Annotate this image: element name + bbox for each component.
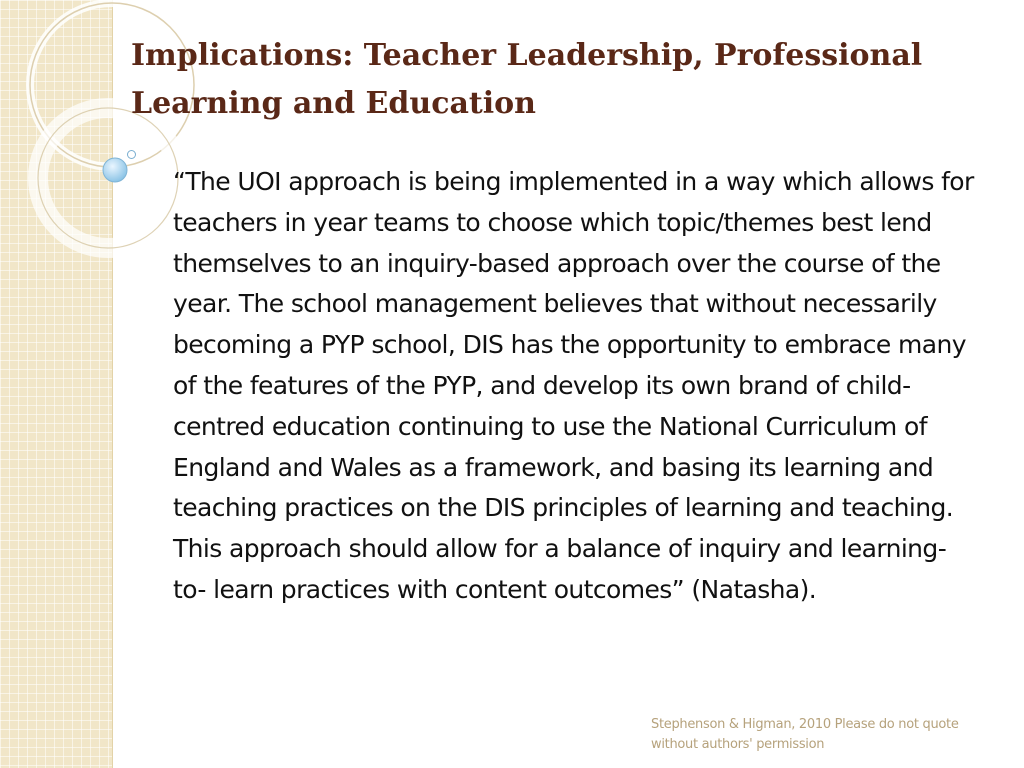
circle-bullet-icon (127, 150, 136, 159)
quote-text: “The UOI approach is being implemented in a way which allows for teachers in year teams to choose which topic/themes best lend themselves to an inquiry-based approach over the course of the year. The school management believes that without necessarily becoming a PYP school, DIS has the opportunity to embrace many of the features of the PYP, and develop its own brand of child- centred education continuing to use the National Curriculum of England and Wales as a framework, and basing its learning and teaching practices on the DIS principles of learning and teaching. This approach should allow for a balance of inquiry and learning- to- learn practices with content outcomes” (Natasha). (173, 167, 974, 604)
footer-citation: Stephenson & Higman, 2010 Please do not quote without authors' permission (651, 717, 959, 752)
slide-title: Implications: Teacher Leadership, Professional Learning and Education (131, 38, 923, 121)
